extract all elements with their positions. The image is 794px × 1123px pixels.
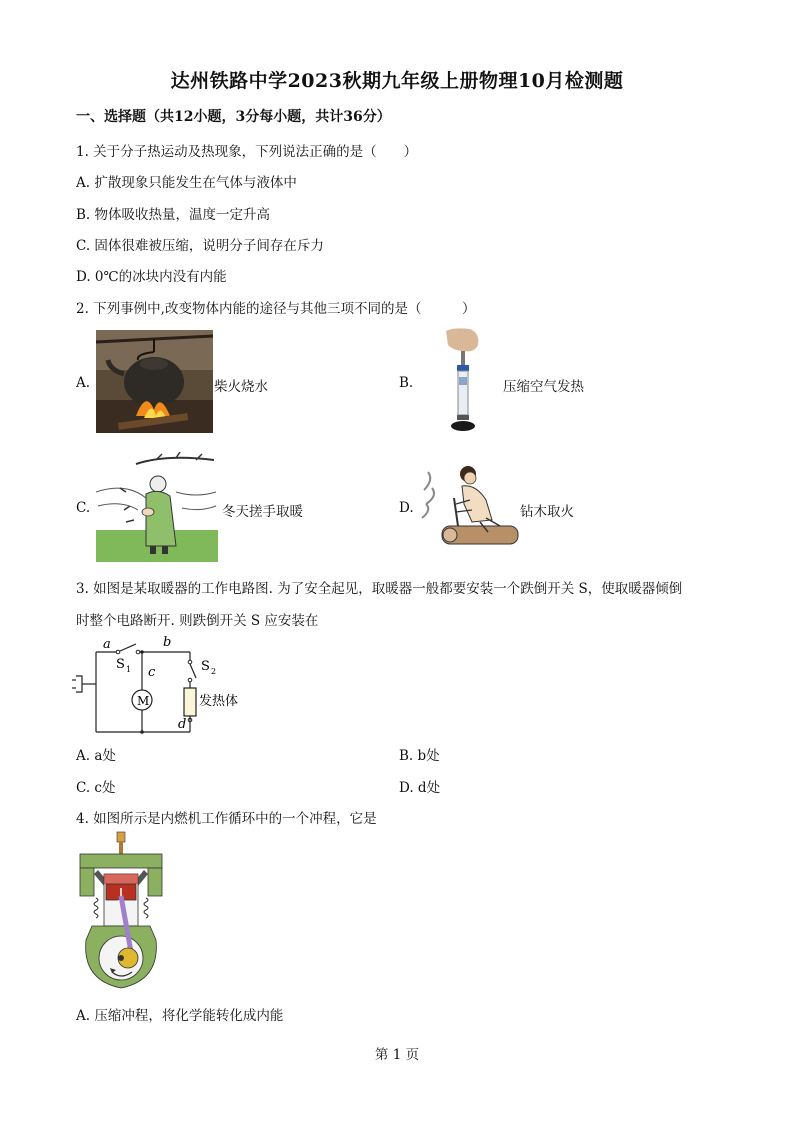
label-s1-sub: 1 [126, 665, 132, 674]
section-heading: 一、选择题（共12小题，3分每小题，共计36分） [76, 109, 391, 125]
q1-stem: 1. 关于分子热运动及热现象，下列说法正确的是（ ） [76, 144, 418, 160]
q3-option-b: B. b处 [399, 748, 440, 764]
q1-option-d: D. 0℃的冰块内没有内能 [76, 269, 227, 285]
q3-option-c: C. c处 [76, 780, 116, 796]
page-footer: 第 1 页 [374, 1047, 420, 1063]
q3-option-d: D. d处 [399, 780, 441, 796]
drilling-wood-image [420, 460, 520, 552]
q2-stem: 2. 下列事例中,改变物体内能的途径与其他三项不同的是（ ） [76, 301, 476, 317]
rubbing-hands-image [96, 452, 218, 562]
heater-label: 发热体 [199, 694, 239, 709]
q3-stem-line2: 时整个电路断开. 则跌倒开关 S 应安装在 [76, 613, 319, 629]
q2-option-b-letter: B. [399, 375, 414, 391]
motor-label: M [137, 694, 150, 708]
air-compression-image [430, 327, 490, 435]
label-b: b [163, 635, 172, 650]
q4-stem: 4. 如图所示是内燃机工作循环中的一个冲程，它是 [76, 811, 377, 827]
q1-option-c: C. 固体很难被压缩，说明分子间存在斥力 [76, 238, 324, 254]
q4-option-a: A. 压缩冲程，将化学能转化成内能 [76, 1008, 284, 1024]
label-a: a [103, 637, 111, 652]
plug-icon [76, 676, 82, 692]
heater-element [184, 688, 196, 716]
q1-option-b: B. 物体吸收热量，温度一定升高 [76, 207, 271, 223]
q2-option-d-caption: 钻木取火 [520, 504, 574, 520]
label-s2-sub: 2 [211, 667, 217, 676]
label-s2: S [201, 659, 210, 674]
q2-option-c-caption: 冬天搓手取暖 [222, 504, 303, 520]
q3-option-a: A. a处 [76, 748, 116, 764]
label-s1: S [116, 657, 125, 672]
q2-option-a-letter: A. [76, 375, 91, 391]
kettle-fire-image [96, 330, 213, 433]
q2-option-d-letter: D. [399, 500, 414, 516]
heater-circuit-diagram [70, 632, 270, 740]
q1-option-a: A. 扩散现象只能发生在气体与液体中 [76, 175, 297, 191]
label-c: c [148, 665, 156, 680]
page-title: 达州铁路中学2023秋期九年级上册物理10月检测题 [170, 70, 624, 92]
engine-stroke-diagram [76, 830, 166, 993]
label-d: d [178, 717, 187, 732]
q2-option-c-letter: C. [76, 500, 91, 516]
q2-option-a-caption: 柴火烧水 [214, 379, 268, 395]
q2-option-b-caption: 压缩空气发热 [503, 379, 584, 395]
q3-stem-line1: 3. 如图是某取暖器的工作电路图. 为了安全起见，取暖器一般都要安装一个跌倒开关 S，使取暖器倾倒 [76, 581, 683, 597]
